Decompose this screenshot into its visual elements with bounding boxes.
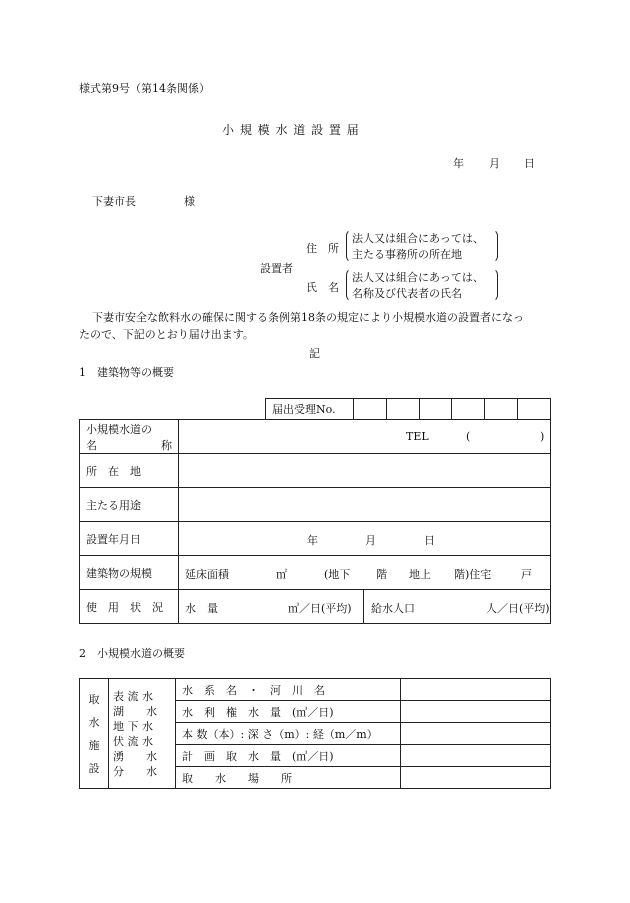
table-row (80, 590, 551, 624)
install-date-value[interactable] (179, 522, 551, 556)
name-note-1: 法人又は組合にあっては、 (352, 271, 484, 284)
form-number: 様式第9号（第14条関係） (79, 82, 210, 95)
honorific: 様 (184, 195, 195, 208)
status-divider (363, 590, 364, 624)
item-value[interactable] (401, 767, 551, 789)
source-type: 湖 水 (113, 704, 157, 718)
receipt-box[interactable] (518, 399, 551, 420)
water-volume-unit: ㎥／日(平均) (288, 602, 352, 615)
name-label-char: 称 (161, 438, 172, 452)
date-year: 年 (453, 157, 464, 170)
addressee: 下妻市長 (92, 195, 136, 208)
source-type: 地 下 水 (113, 719, 153, 733)
water-volume-label: 水 量 (185, 602, 218, 615)
install-month: 月 (365, 534, 376, 547)
facility-char: 水 (88, 715, 100, 729)
facility-char: 設 (88, 761, 100, 775)
tel-label: TEL (406, 430, 429, 443)
source-type: 湧 水 (113, 749, 157, 763)
receipt-label: 届出受理No. (266, 399, 354, 420)
receipt-box[interactable] (485, 399, 518, 420)
name-label-cell (80, 420, 179, 454)
section2-heading: 2 小規模水道の概要 (79, 647, 185, 660)
item-label: 取 水 場 所 (176, 767, 401, 789)
location-label: 所 在 地 (80, 454, 179, 488)
install-day: 日 (424, 534, 435, 547)
underground-label: (地下 (324, 568, 351, 581)
source-type: 分 水 (113, 764, 157, 778)
receipt-box[interactable] (419, 399, 452, 420)
table-row (80, 556, 551, 590)
receipt-box[interactable] (452, 399, 485, 420)
item-label: 計 画 取 水 量 (㎥／日) (176, 745, 401, 767)
usage-value[interactable] (179, 488, 551, 522)
applicant-label: 設置者 (260, 262, 293, 275)
item-label: 本 数（本）: 深 さ（m）: 経（m／m） (176, 723, 401, 745)
facility-label (80, 679, 109, 789)
date-month: 月 (489, 157, 500, 170)
address-note-2: 主たる事務所の所在地 (352, 248, 462, 261)
scale-label: 建築物の規模 (80, 556, 179, 590)
item-label: 水 利 権 水 量 (㎥／日) (176, 701, 401, 723)
name-note-2: 名称及び代表者の氏名 (352, 287, 462, 300)
install-year: 年 (307, 534, 318, 547)
item-value[interactable] (401, 679, 551, 701)
scale-value[interactable] (179, 556, 551, 590)
body-line-1: 下妻市安全な飲料水の確保に関する条例第18条の規定により小規模水道の設置者になっ (92, 311, 524, 324)
item-value[interactable] (401, 701, 551, 723)
aboveground-label: 地上 (409, 568, 431, 581)
facility-char: 取 (88, 692, 100, 706)
install-date-label: 設置年月日 (80, 522, 179, 556)
floor-unit-1: 階 (376, 568, 387, 581)
location-value[interactable] (179, 454, 551, 488)
sqm-unit: ㎡ (276, 568, 287, 581)
receipt-box[interactable] (353, 399, 386, 420)
table-row (80, 522, 551, 556)
tel-paren-open: ( (466, 430, 471, 443)
table-row (80, 488, 551, 522)
usage-label: 主たる用途 (80, 488, 179, 522)
item-value[interactable] (401, 745, 551, 767)
name-label: 氏 名 (306, 281, 339, 294)
building-overview-table (79, 419, 551, 624)
item-value[interactable] (401, 723, 551, 745)
table-row (80, 420, 551, 454)
name-label-line-2 (86, 437, 172, 453)
source-types (109, 679, 176, 789)
receipt-box[interactable] (386, 399, 419, 420)
population-unit: 人／日(平均) (486, 602, 550, 615)
name-label-char: 名 (86, 438, 97, 452)
facility-char: 施 (88, 738, 100, 752)
tel-paren-close: ) (540, 430, 545, 443)
floor-area-label: 延床面積 (185, 568, 229, 581)
form-title: 小 規 模 水 道 設 置 届 (222, 123, 360, 137)
floor-unit-2: 階)住宅 (454, 568, 492, 581)
usage-status-value[interactable] (179, 590, 551, 624)
address-label: 住 所 (306, 242, 339, 255)
units-label: 戸 (521, 568, 532, 581)
population-label: 給水人口 (371, 602, 415, 615)
body-line-2: たので、下記のとおり届け出ます。 (79, 328, 254, 341)
receipt-number-table (265, 398, 551, 420)
source-type: 伏 流 水 (113, 734, 153, 748)
name-value-cell[interactable] (179, 420, 551, 454)
table-row (80, 454, 551, 488)
name-label-line-1: 小規模水道の (86, 422, 152, 436)
item-label: 水 系 名 ・ 河 川 名 (176, 679, 401, 701)
usage-status-label: 使 用 状 況 (80, 590, 179, 624)
source-type: 表 流 水 (113, 689, 153, 703)
section1-heading: 1 建築物等の概要 (79, 366, 174, 379)
ki-label: 記 (309, 347, 320, 360)
water-facility-table (79, 678, 551, 789)
date-day: 日 (524, 157, 535, 170)
address-note-1: 法人又は組合にあっては、 (352, 232, 484, 245)
